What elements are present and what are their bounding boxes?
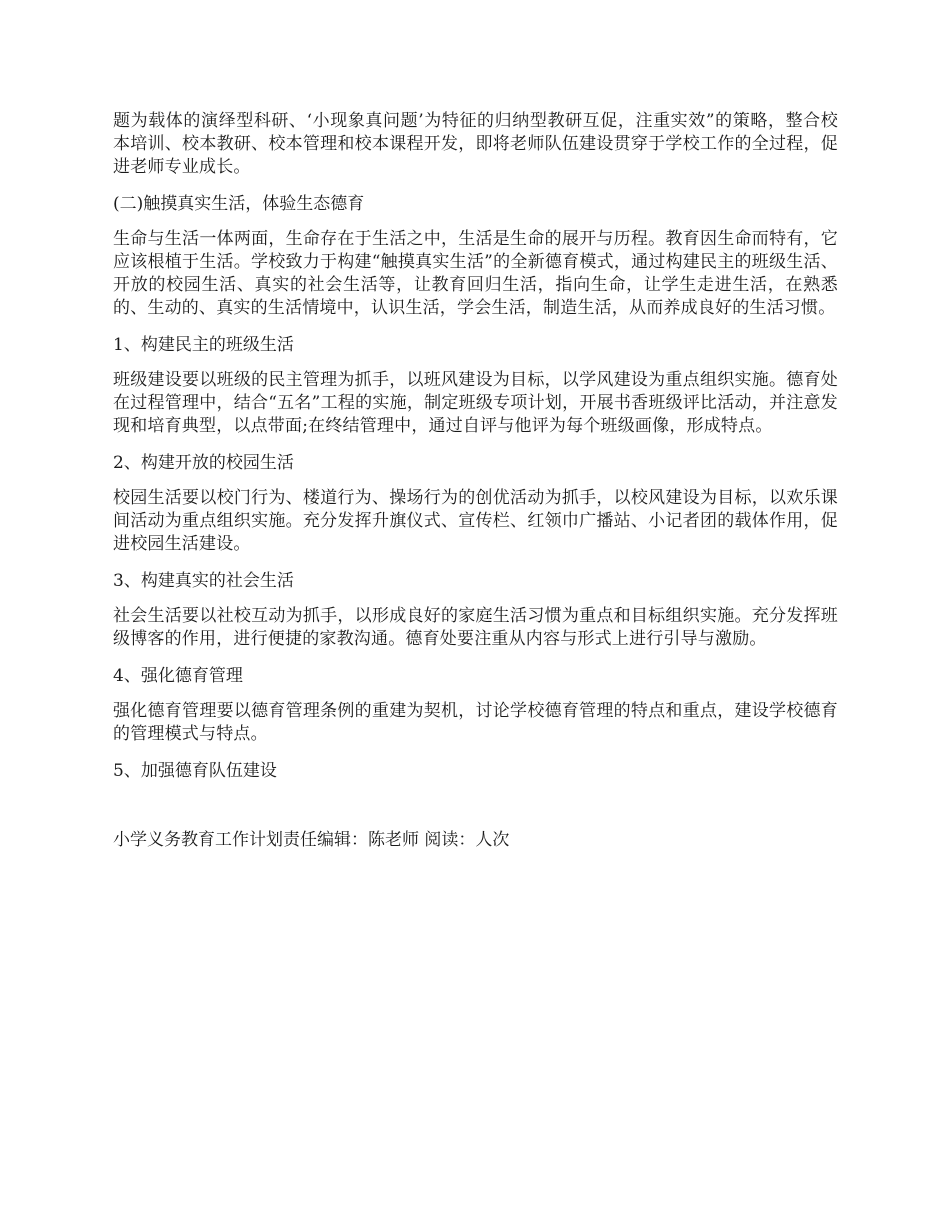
- subheading-moral-team: 5、加强德育队伍建设: [113, 761, 277, 781]
- section-heading-life-moral-education: (二)触摸真实生活，体验生态德育: [113, 194, 365, 214]
- document-footer-editor-info: 小学义务教育工作计划责任编辑：陈老师 阅读：人次: [113, 830, 510, 850]
- paragraph-class-life: 班级建设要以班级的民主管理为抓手，以班风建设为目标，以学风建设为重点组织实施。德育处在过程管理中，结合“五名”工程的实施，制定班级专项计划，开展书香班级评比活动，并注意发现和培育典型，以点带面;在终结管理中，通过自评与他评为每个班级画像，形成特点。: [113, 370, 838, 436]
- paragraph-social-life: 社会生活要以社校互动为抓手，以形成良好的家庭生活习惯为重点和目标组织实施。充分发挥班级博客的作用，进行便捷的家教沟通。德育处要注重从内容与形式上进行引导与激励。: [113, 606, 838, 649]
- subheading-moral-management: 4、强化德育管理: [113, 666, 243, 686]
- paragraph-intro-continuation: 题为载体的演绎型科研、‘小现象真问题’为特征的归纳型教研互促，注重实效”的策略，整合校本培训、校本教研、校本管理和校本课程开发，即将老师队伍建设贯穿于学校工作的全过程，促进老师专业成长。: [113, 111, 838, 177]
- subheading-campus-life: 2、构建开放的校园生活: [113, 453, 294, 473]
- subheading-social-life: 3、构建真实的社会生活: [113, 571, 294, 591]
- subheading-class-life: 1、构建民主的班级生活: [113, 335, 294, 355]
- paragraph-moral-management: 强化德育管理要以德育管理条例的重建为契机，讨论学校德育管理的特点和重点，建设学校德育的管理模式与特点。: [113, 701, 838, 744]
- paragraph-life-and-living: 生命与生活一体两面，生命存在于生活之中，生活是生命的展开与历程。教育因生命而特有，它应该根植于生活。学校致力于构建“触摸真实生活”的全新德育模式，通过构建民主的班级生活、开放的校园生活、真实的社会生活等，让教育回归生活，指向生命，让学生走进生活，在熟悉的、生动的、真实的生活情境中，认识生活，学会生活，制造生活，从而养成良好的生活习惯。: [113, 229, 838, 318]
- paragraph-campus-life: 校园生活要以校门行为、楼道行为、操场行为的创优活动为抓手，以校风建设为目标，以欢乐课间活动为重点组织实施。充分发挥升旗仪式、宣传栏、红领巾广播站、小记者团的载体作用，促进校园生活建设。: [113, 488, 838, 554]
